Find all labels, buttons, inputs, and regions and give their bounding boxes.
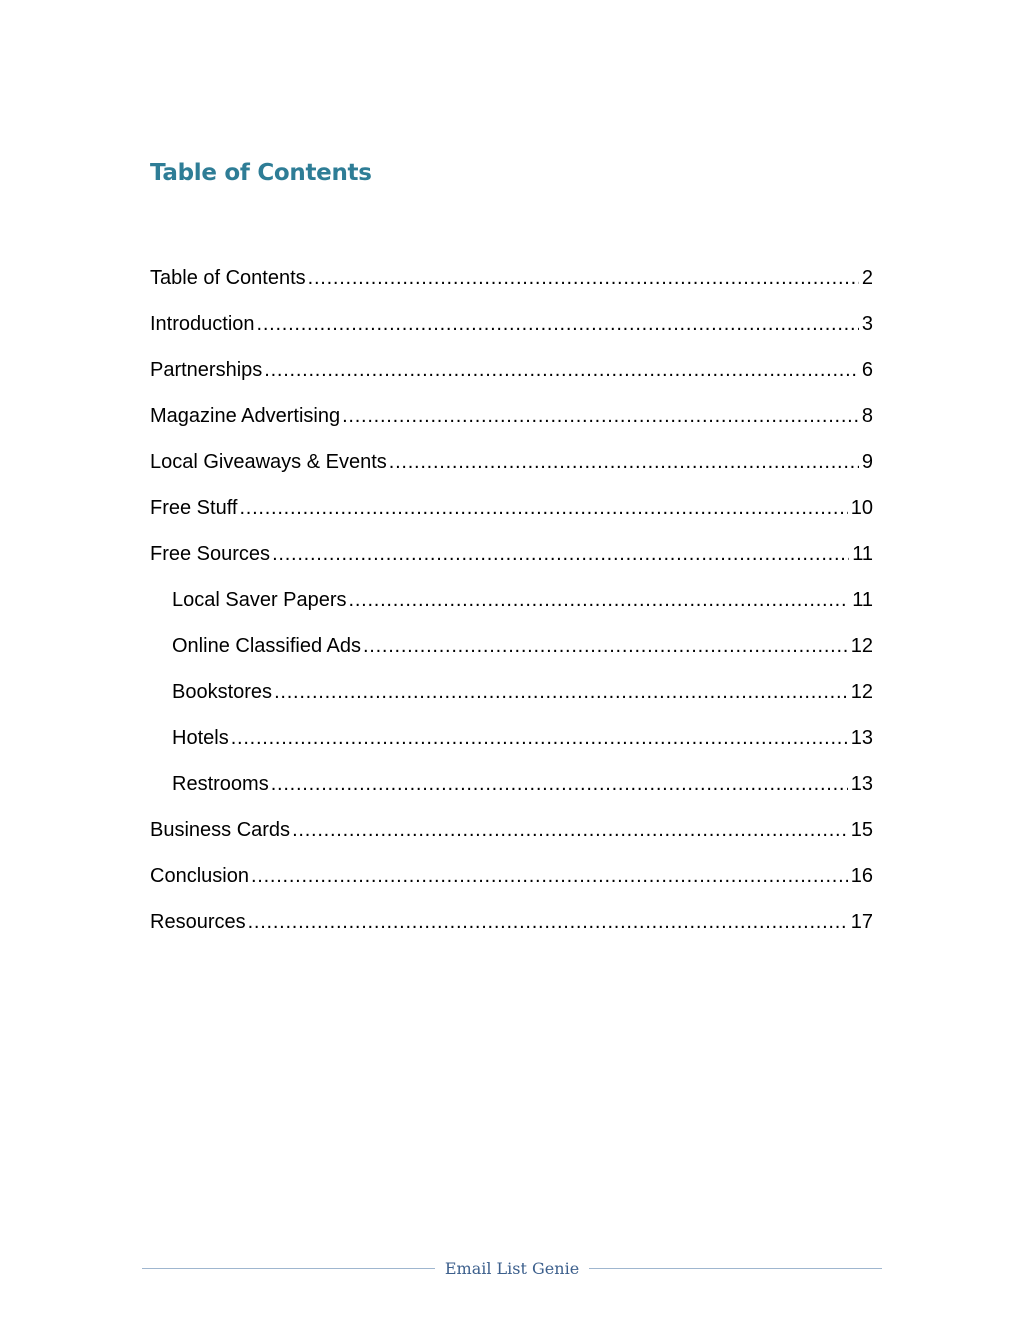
footer-rule-left xyxy=(142,1268,435,1269)
toc-dot-leader xyxy=(272,542,849,566)
toc-dot-leader xyxy=(264,358,859,382)
toc-entry-title: Free Sources xyxy=(150,543,271,565)
toc-entry-page: 8 xyxy=(861,405,873,427)
toc-entry-title: Business Cards xyxy=(150,819,291,841)
toc-entry[interactable] xyxy=(150,430,873,476)
toc-entry[interactable] xyxy=(150,384,873,430)
toc-entry-page: 9 xyxy=(861,451,873,473)
toc-dot-leader xyxy=(248,910,848,934)
toc-dot-leader xyxy=(274,680,848,704)
toc-entry[interactable] xyxy=(150,522,873,568)
toc-entry-page: 15 xyxy=(850,819,873,841)
toc-dot-leader xyxy=(292,818,848,842)
toc-dot-leader xyxy=(363,634,848,658)
toc-entry-title: Introduction xyxy=(150,313,255,335)
toc-dot-leader xyxy=(231,726,848,750)
toc-subentry[interactable] xyxy=(150,614,873,660)
toc-subentry[interactable] xyxy=(150,706,873,752)
toc-subentry[interactable] xyxy=(150,752,873,798)
toc-entry-title: Resources xyxy=(150,911,246,933)
toc-entry-title: Local Saver Papers xyxy=(172,589,347,611)
footer-rule-right xyxy=(589,1268,882,1269)
toc-entry-title: Partnerships xyxy=(150,359,263,381)
toc-list xyxy=(150,246,873,936)
toc-subentry[interactable] xyxy=(150,660,873,706)
toc-entry-title: Free Stuff xyxy=(150,497,238,519)
toc-subentry[interactable] xyxy=(150,568,873,614)
toc-entry-page: 12 xyxy=(850,635,873,657)
toc-dot-leader xyxy=(389,450,859,474)
toc-entry-page: 3 xyxy=(861,313,873,335)
footer-title: Email List Genie xyxy=(444,1258,580,1278)
toc-entry-page: 11 xyxy=(852,589,873,611)
toc-dot-leader xyxy=(271,772,848,796)
toc-dot-leader xyxy=(257,312,859,336)
toc-heading: Table of Contents xyxy=(150,160,372,186)
page-footer xyxy=(142,1256,882,1280)
toc-dot-leader xyxy=(251,864,848,888)
toc-entry-title: Local Giveaways & Events xyxy=(150,451,387,473)
toc-entry-page: 12 xyxy=(850,681,873,703)
toc-entry[interactable] xyxy=(150,476,873,522)
toc-entry-page: 17 xyxy=(850,911,873,933)
toc-entry[interactable] xyxy=(150,798,873,844)
toc-entry[interactable] xyxy=(150,844,873,890)
toc-entry-page: 2 xyxy=(861,267,873,289)
toc-entry-page: 13 xyxy=(850,773,873,795)
toc-entry-title: Bookstores xyxy=(172,681,273,703)
toc-entry-title: Online Classified Ads xyxy=(172,635,361,657)
toc-entry[interactable] xyxy=(150,246,873,292)
toc-entry-page: 6 xyxy=(861,359,873,381)
toc-dot-leader xyxy=(308,266,859,290)
toc-entry-title: Restrooms xyxy=(172,773,269,795)
toc-entry-page: 16 xyxy=(850,865,873,887)
toc-dot-leader xyxy=(349,588,850,612)
toc-entry-page: 11 xyxy=(852,543,873,565)
toc-entry-title: Table of Contents xyxy=(150,267,306,289)
toc-dot-leader xyxy=(342,404,859,428)
toc-entry-title: Magazine Advertising xyxy=(150,405,341,427)
toc-entry-title: Hotels xyxy=(172,727,229,749)
toc-dot-leader xyxy=(239,496,847,520)
toc-entry-page: 10 xyxy=(850,497,873,519)
toc-entry[interactable] xyxy=(150,292,873,338)
toc-entry[interactable] xyxy=(150,338,873,384)
toc-entry[interactable] xyxy=(150,890,873,936)
toc-entry-title: Conclusion xyxy=(150,865,249,887)
toc-entry-page: 13 xyxy=(850,727,873,749)
